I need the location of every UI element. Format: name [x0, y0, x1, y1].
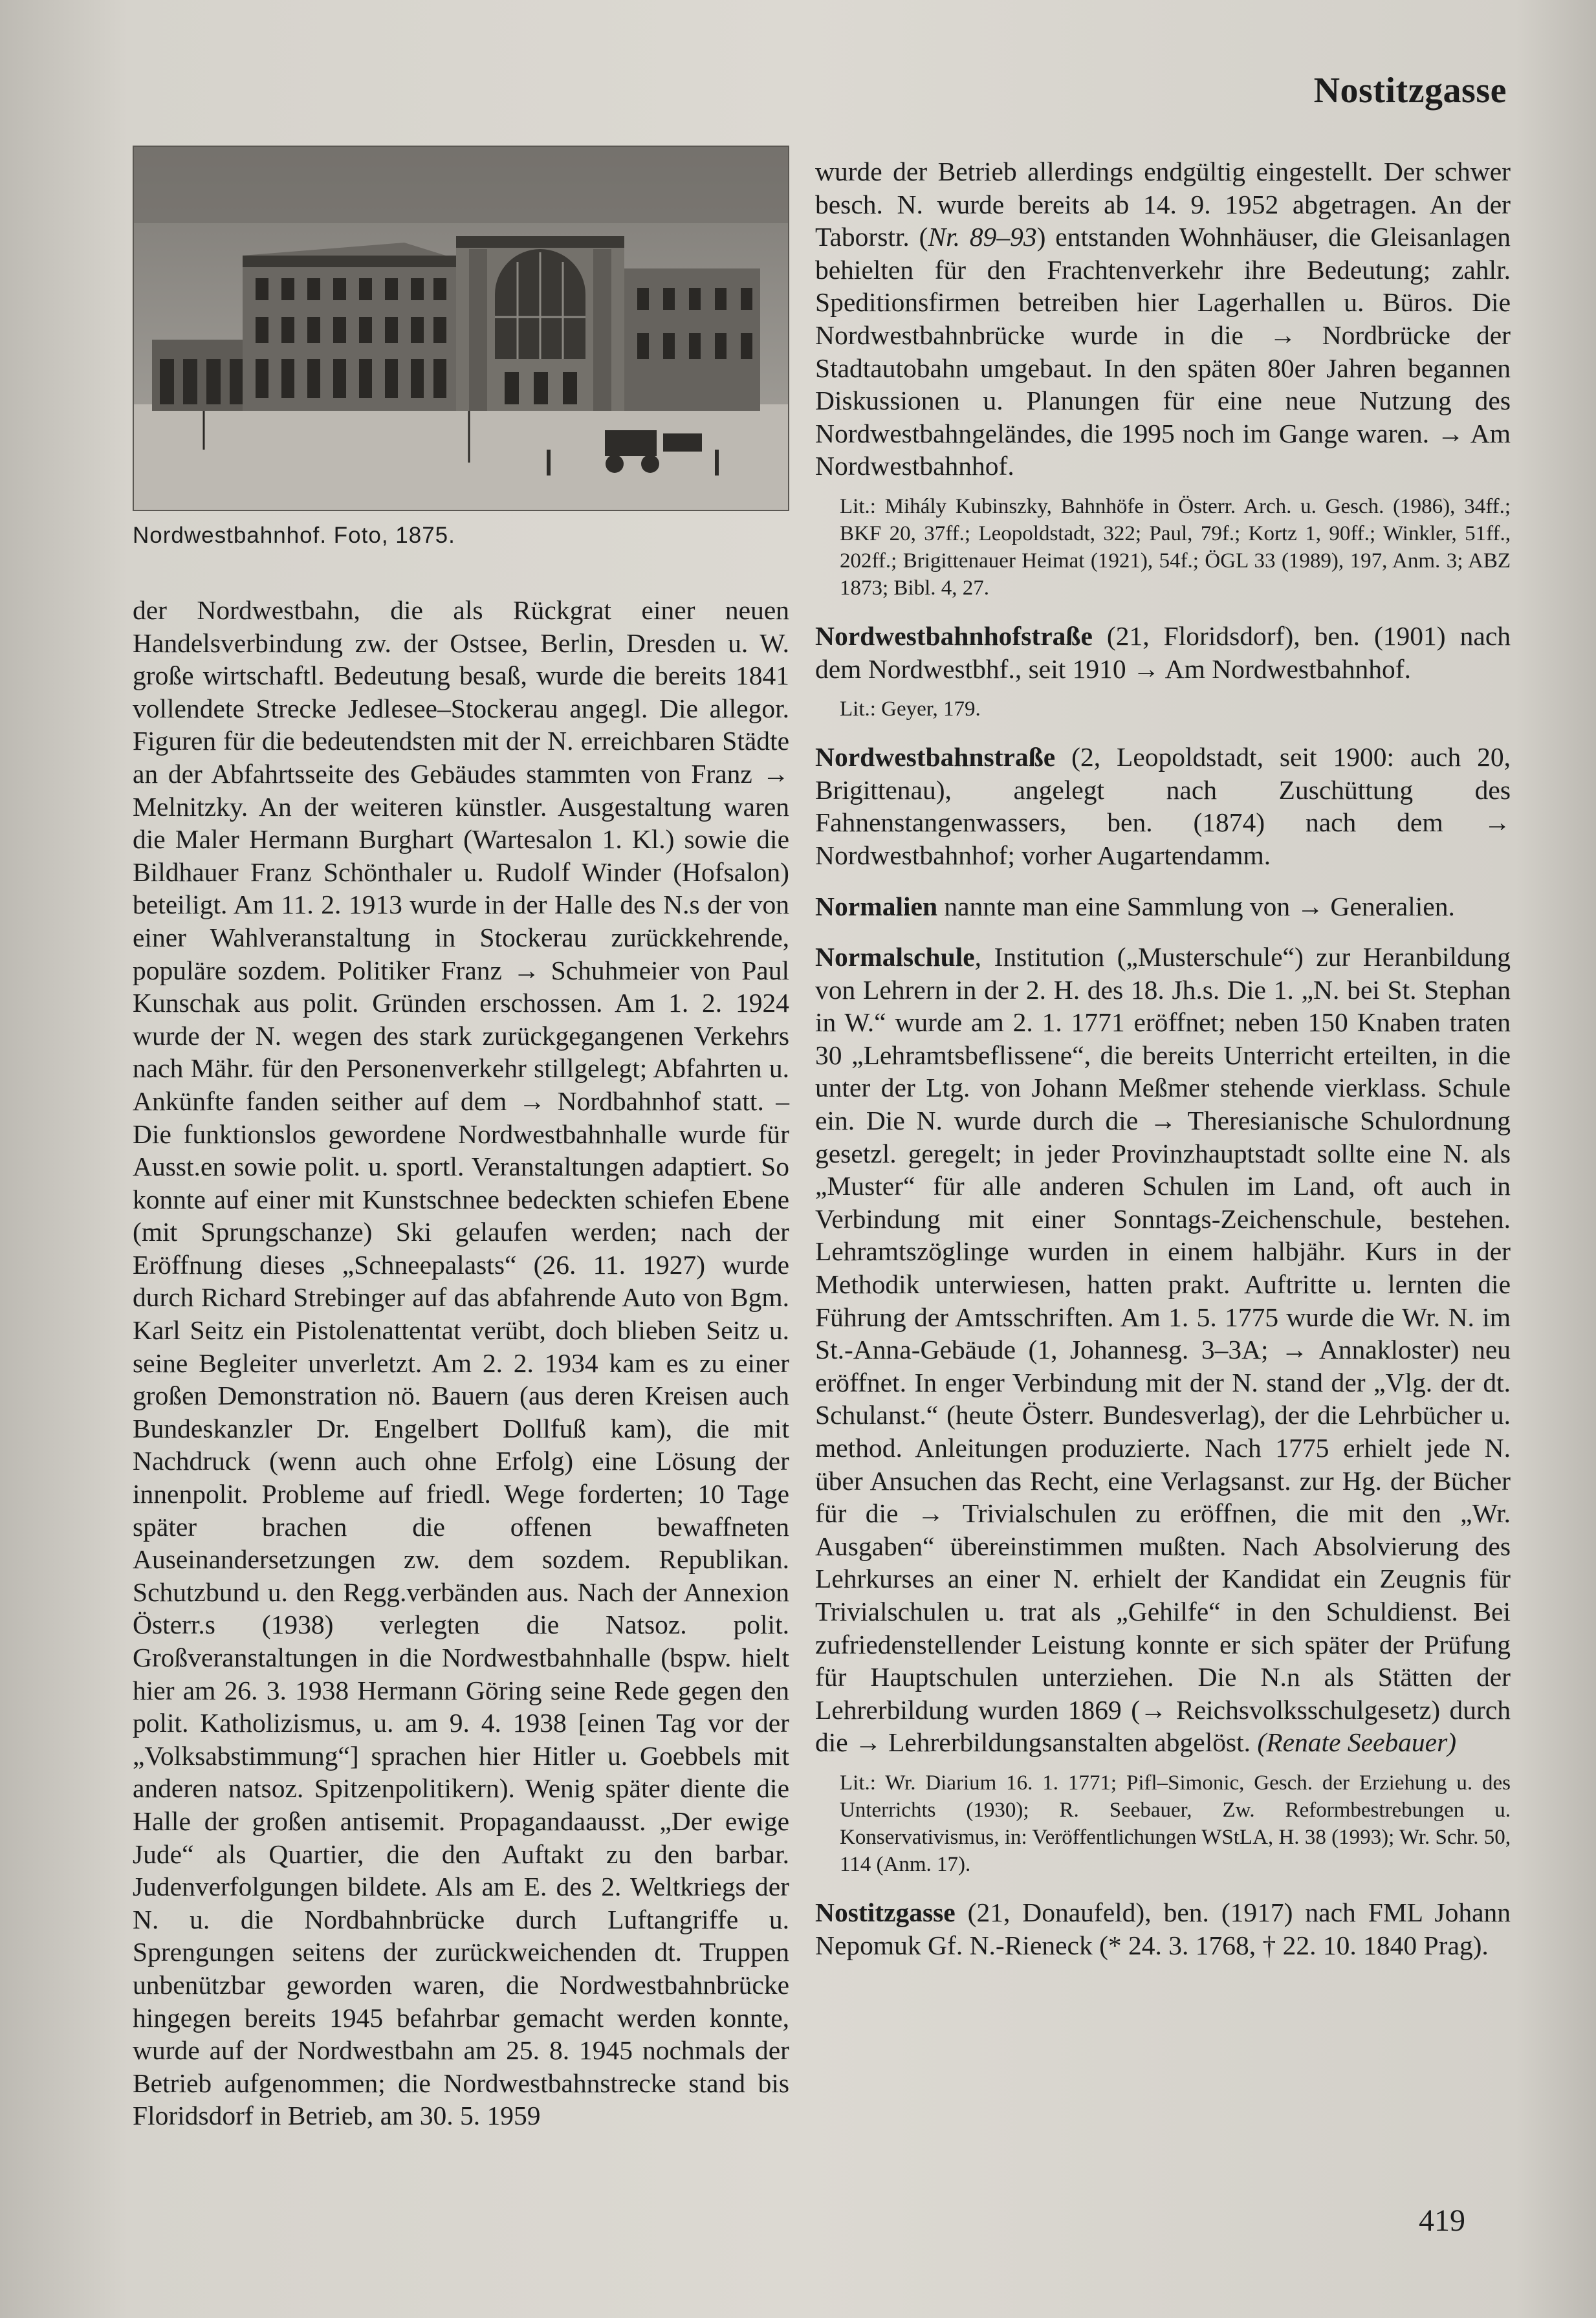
continuation-text: wurde der Betrieb allerdings endgültig eingestellt. Der schwer besch. N. wurde bereits ab 14. 9. 1952 abgetragen. An der Taborstr. (	[815, 157, 1511, 252]
entry-paragraph	[815, 620, 1511, 685]
entry-literature: Lit.: Geyer, 179.	[840, 697, 981, 721]
entry-paragraph	[815, 741, 1511, 871]
entry-normalien	[815, 890, 1511, 923]
entry-headword: Nordwestbahnhofstraße	[815, 620, 1093, 651]
continuation-paragraph	[815, 155, 1511, 483]
page-number: 419	[1419, 2203, 1465, 2238]
continuation-ref: Nr. 89–93	[928, 222, 1037, 252]
entry-nostitzgasse	[815, 1896, 1511, 1962]
entry-headword: Normalien	[815, 891, 938, 921]
entry-text: (21, Donaufeld), ben. (1917) nach FML Johann Nepomuk Gf. N.-Rieneck (* 24. 3. 1768, † 22. 10. 1840 Prag).	[815, 1897, 1511, 1960]
entry-paragraph	[815, 941, 1511, 1759]
entry-text: , Institution („Musterschule“) zur Heranbildung von Lehrern in der 2. H. des 18. Jh.s. Die 1. „N. bei St. Stephan in W.“ wurde am 2. 1. 1771 eröffnet; neben 150 Knaben traten 30 „Lehramtsbeflissene“, die bereits Unterricht erteilten, in die unter der Ltg. von Johann Meßmer stehende vierklass. Schule ein. Die N. wurde durch die → Theresianische Schulordnung gesetzl. geregelt; in jeder Provinzhauptstadt sollte eine N. als „Muster“ für alle anderen Schulen im Land, oft auch in Verbindung mit einer Sonntags-Zeichenschule, bestehen. Lehramtszöglinge wurden in einem halbjähr. Kurs in der Methodik unterwiesen, hatten prakt. Auftritte u. lernten die Führung der Amtsschriften. Am 1. 5. 1775 wurde die Wr. N. im St.-Anna-Gebäude (1, Johannesg. 3–3A; → Annakloster) neu eröffnet. In enger Verbindung mit der N. stand der „Vlg. der dt. Schulanst.“ (heute Österr. Bundesverlag), der die Lehrbücher u. method. Anleitungen produzierte. Nach 1775 erhielt jede N. über Ansuchen das Recht, eine Verlagsanst. zur Hg. der Bücher für die → Trivialschulen zu eröffnen, die mit den „Wr. Ausgaben“ übereinstimmen mußten. Nach Absolvierung des Lehrkurses an einer N. erhielt der Kandidat ein Zeugnis für Trivialschulen u. trat als „Gehilfe“ in den Schuldienst. Bei zufriedenstellender Leistung konnte er sich später der Prüfung für Hauptschulen unterziehen. Die N.n als Stätten der Lehrerbildung wurden 1869 (→ Reichsvolksschulgesetz) durch die → Lehrerbildungsanstalten abgelöst.	[815, 942, 1511, 1758]
entry-nordwestbahnstrasse	[815, 741, 1511, 871]
entry-text: (2, Leopoldstadt, seit 1900: auch 20, Brigittenau), angelegt nach Zuschüttung des Fahnenstangenwassers, ben. (1874) nach dem → Nordwestbahnhof; vorher Augartendamm.	[815, 742, 1511, 870]
station-photo	[133, 146, 789, 511]
entry-paragraph	[815, 1896, 1511, 1962]
entry-headword: Nordwestbahnstraße	[815, 742, 1056, 772]
continuation-literature: Lit.: Mihály Kubinszky, Bahnhöfe in Österr. Arch. u. Gesch. (1986), 34ff.; BKF 20, 37ff.; Leopoldstadt, 322; Paul, 79f.; Kortz 1, 90ff.; Winkler, 51ff., 202ff.; Brigittenauer Heimat (1921), 54f.; ÖGL 33 (1989), 197, Anm. 3; ABZ 1873; Bibl. 4, 27.	[840, 494, 1511, 600]
entry-nordwestbahnhofstrasse	[815, 620, 1511, 723]
entry-text: (21, Floridsdorf), ben. (1901) nach dem Nordwestbhf., seit 1910 → Am Nordwestbahnhof.	[815, 620, 1511, 684]
left-column-text: der Nordwestbahn, die als Rückgrat einer neuen Handelsverbindung zw. der Ostsee, Berlin, Dresden u. W. große wirtschaftl. Bedeutung besaß, wurde die bereits 1841 vollendete Strecke Jedlesee–Stockerau angegl. Die allegor. Figuren für die bedeutendsten mit der N. erreichbaren Städte an der Abfahrtsseite des Gebäudes stammten von Franz → Melnitzky. An der weiteren künstler. Ausgestaltung waren die Maler Hermann Burghart (Wartesalon 1. Kl.) sowie die Bildhauer Franz Schönthaler u. Rudolf Winder (Hofsalon) beteiligt. Am 11. 2. 1913 wurde in der Halle des N.s der von einer Wahlveranstaltung in Stockerau zurückkehrende, populäre sozdem. Politiker Franz → Schuhmeier von Paul Kunschak aus polit. Gründen erschossen. Am 1. 2. 1924 wurde der N. wegen des stark zurückgegangenen Verkehrs nach Mähr. für den Personenverkehr stillgelegt; Abfahrten u. Ankünfte fanden seither auf dem → Nordbahnhof statt. – Die funktionslos gewordene Nordwestbahnhalle wurde für Ausst.en sowie polit. u. sportl. Veranstaltungen adaptiert. So konnte auf einer mit Kunstschnee bedeckten schiefen Ebene (mit Sprungschanze) Ski gelaufen werden; nach der Eröffnung dieses „Schneepalasts“ (26. 11. 1927) wurde durch Richard Strebinger auf das abfahrende Auto von Bgm. Karl Seitz ein Pistolenattentat verübt, doch blieben Seitz u. seine Begleiter unverletzt. Am 2. 2. 1934 kam es zu einer großen Demonstration nö. Bauern (aus deren Kreisen auch Bundeskanzler Dr. Engelbert Dollfuß kam), die mit Nachdruck (wenn auch ohne Erfolg) eine Lösung der innenpolit. Probleme auf friedl. Wege forderten; 10 Tage später brachen die offenen bewaffneten Auseinandersetzungen zw. dem sozdem. Republikan. Schutzbund u. den Regg.verbänden aus. Nach der Annexion Österr.s (1938) verlegten die Natsoz. polit. Großveranstaltungen in die Nordwestbahnhalle (bspw. hielt hier am 26. 3. 1938 Hermann Göring seine Rede gegen den polit. Katholizismus, u. am 9. 4. 1938 [einen Tag vor der „Volksabstimmung“] sprachen hier Hitler u. Goebbels mit anderen natsoz. Spitzenpolitikern). Wenig später diente die Halle der großen antisemit. Propagandaausst. „Der ewige Jude“ als Quartier, die den Auftakt zu den barbar. Judenverfolgungen bildete. Als am E. des 2. Weltkriegs der N. u. die Nordbahnbrücke durch Luftangriffe u. Sprengungen seitens der zurückweichenden dt. Truppen unbenützbar geworden waren, die Nordwestbahnbrücke hingegen bereits 1945 befahrbar gemacht werden konnte, wurde auf der Nordwestbahn am 25. 8. 1945 nochmals der Betrieb aufgenommen; die Nordwestbahnstrecke stand bis Floridsdorf in Betrieb, am 30. 5. 1959	[133, 595, 789, 2131]
right-column	[815, 155, 1511, 1962]
entry-paragraph	[815, 890, 1511, 923]
left-column	[133, 594, 789, 2132]
photo-caption: Nordwestbahnhof. Foto, 1875.	[133, 523, 455, 548]
entry-author: (Renate Seebauer)	[1257, 1727, 1457, 1758]
entry-continuation	[815, 155, 1511, 602]
continuation-text-rest: ) entstanden Wohnhäuser, die Gleisanlagen behielten für den Frachtenverkehr ihre Bedeutung; zahlr. Speditionsfirmen betreiben hier Lagerhallen u. Büros. Die Nordwestbahnbrücke wurde in die → Nordbrücke der Stadtautobahn umgebaut. In den späten 80er Jahren begannen Diskussionen u. Planungen für eine neue Nutzung des Nordwestbahngeländes, die 1995 noch im Gange waren. → Am Nordwestbahnhof.	[815, 222, 1511, 481]
entry-headword: Nostitzgasse	[815, 1897, 956, 1927]
entry-headword: Normalschule	[815, 942, 975, 972]
entry-normalschule	[815, 941, 1511, 1878]
running-header: Nostitzgasse	[1313, 71, 1507, 111]
entry-literature: Lit.: Wr. Diarium 16. 1. 1771; Pifl–Simonic, Gesch. der Erziehung u. des Unterrichts (1930); R. Seebauer, Zw. Reformbestrebungen u. Konservativismus, in: Veröffentlichungen WStLA, H. 38 (1993); Wr. Schr. 50, 114 (Anm. 17).	[840, 1771, 1511, 1876]
entry-text: nannte man eine Sammlung von → Generalien.	[937, 891, 1455, 921]
